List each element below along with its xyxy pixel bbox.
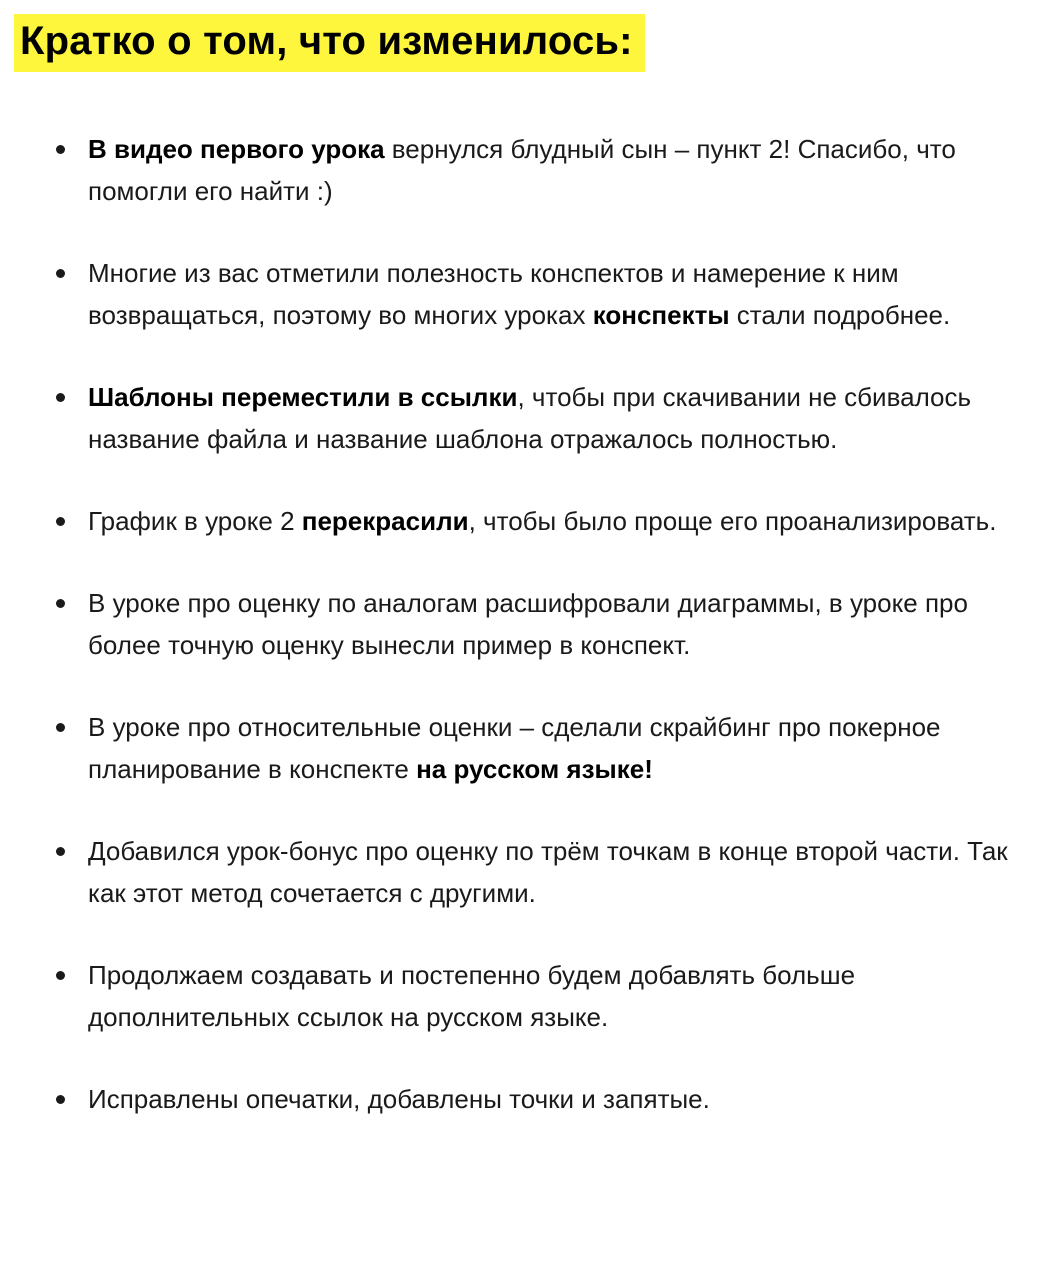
item-text: Многие из вас отметили полезность конспектов и намерение к ним возвращаться, поэтому во многих уроках: [88, 258, 899, 330]
item-text: вернулся блудный сын – пункт 2! Спасибо, что помогли его найти :): [88, 134, 956, 206]
bullet-icon: [56, 145, 65, 154]
item-text: В уроке про оценку по аналогам расшифровали диаграммы, в уроке про более точную оценку вынесли пример в конспект.: [88, 588, 968, 660]
list-item: [0, 706, 1030, 790]
bold-text: конспекты: [592, 300, 730, 330]
list-item: [0, 500, 1030, 542]
bullet-icon: [56, 599, 65, 608]
bullet-icon: [56, 393, 65, 402]
list-item: [0, 128, 1030, 212]
list-item: [0, 830, 1030, 914]
list-item: [0, 252, 1030, 336]
bold-text: Шаблоны переместили в ссылки: [88, 382, 518, 412]
bold-text: на русском языке!: [416, 754, 653, 784]
item-text: График в уроке 2: [88, 506, 302, 536]
list-item: [0, 376, 1030, 460]
item-text: Исправлены опечатки, добавлены точки и запятые.: [88, 1084, 710, 1114]
list-item: [0, 954, 1030, 1038]
item-text: Продолжаем создавать и постепенно будем добавлять больше дополнительных ссылок на русском языке.: [88, 960, 856, 1032]
changes-list: [0, 128, 1030, 1160]
bullet-icon: [56, 847, 65, 856]
item-text: , чтобы при скачивании не сбивалось название файла и название шаблона отражалось полностью.: [88, 382, 972, 454]
bullet-icon: [56, 517, 65, 526]
bold-text: В видео первого урока: [88, 134, 385, 164]
bold-text: перекрасили: [301, 506, 469, 536]
item-text: стали подробнее.: [729, 300, 951, 330]
item-text: В уроке про относительные оценки – сделали скрайбинг про покерное планирование в конспекте: [88, 712, 941, 784]
bullet-icon: [56, 269, 65, 278]
bullet-icon: [56, 723, 65, 732]
item-text: , чтобы было проще его проанализировать.: [468, 506, 997, 536]
list-item: [0, 582, 1030, 666]
bullet-icon: [56, 1095, 65, 1104]
list-item: [0, 1078, 1030, 1120]
page-title: Кратко о том, что изменилось:: [14, 14, 645, 72]
item-text: Добавился урок-бонус про оценку по трём точкам в конце второй части. Так как этот метод сочетается с другими.: [88, 836, 1008, 908]
bullet-icon: [56, 971, 65, 980]
